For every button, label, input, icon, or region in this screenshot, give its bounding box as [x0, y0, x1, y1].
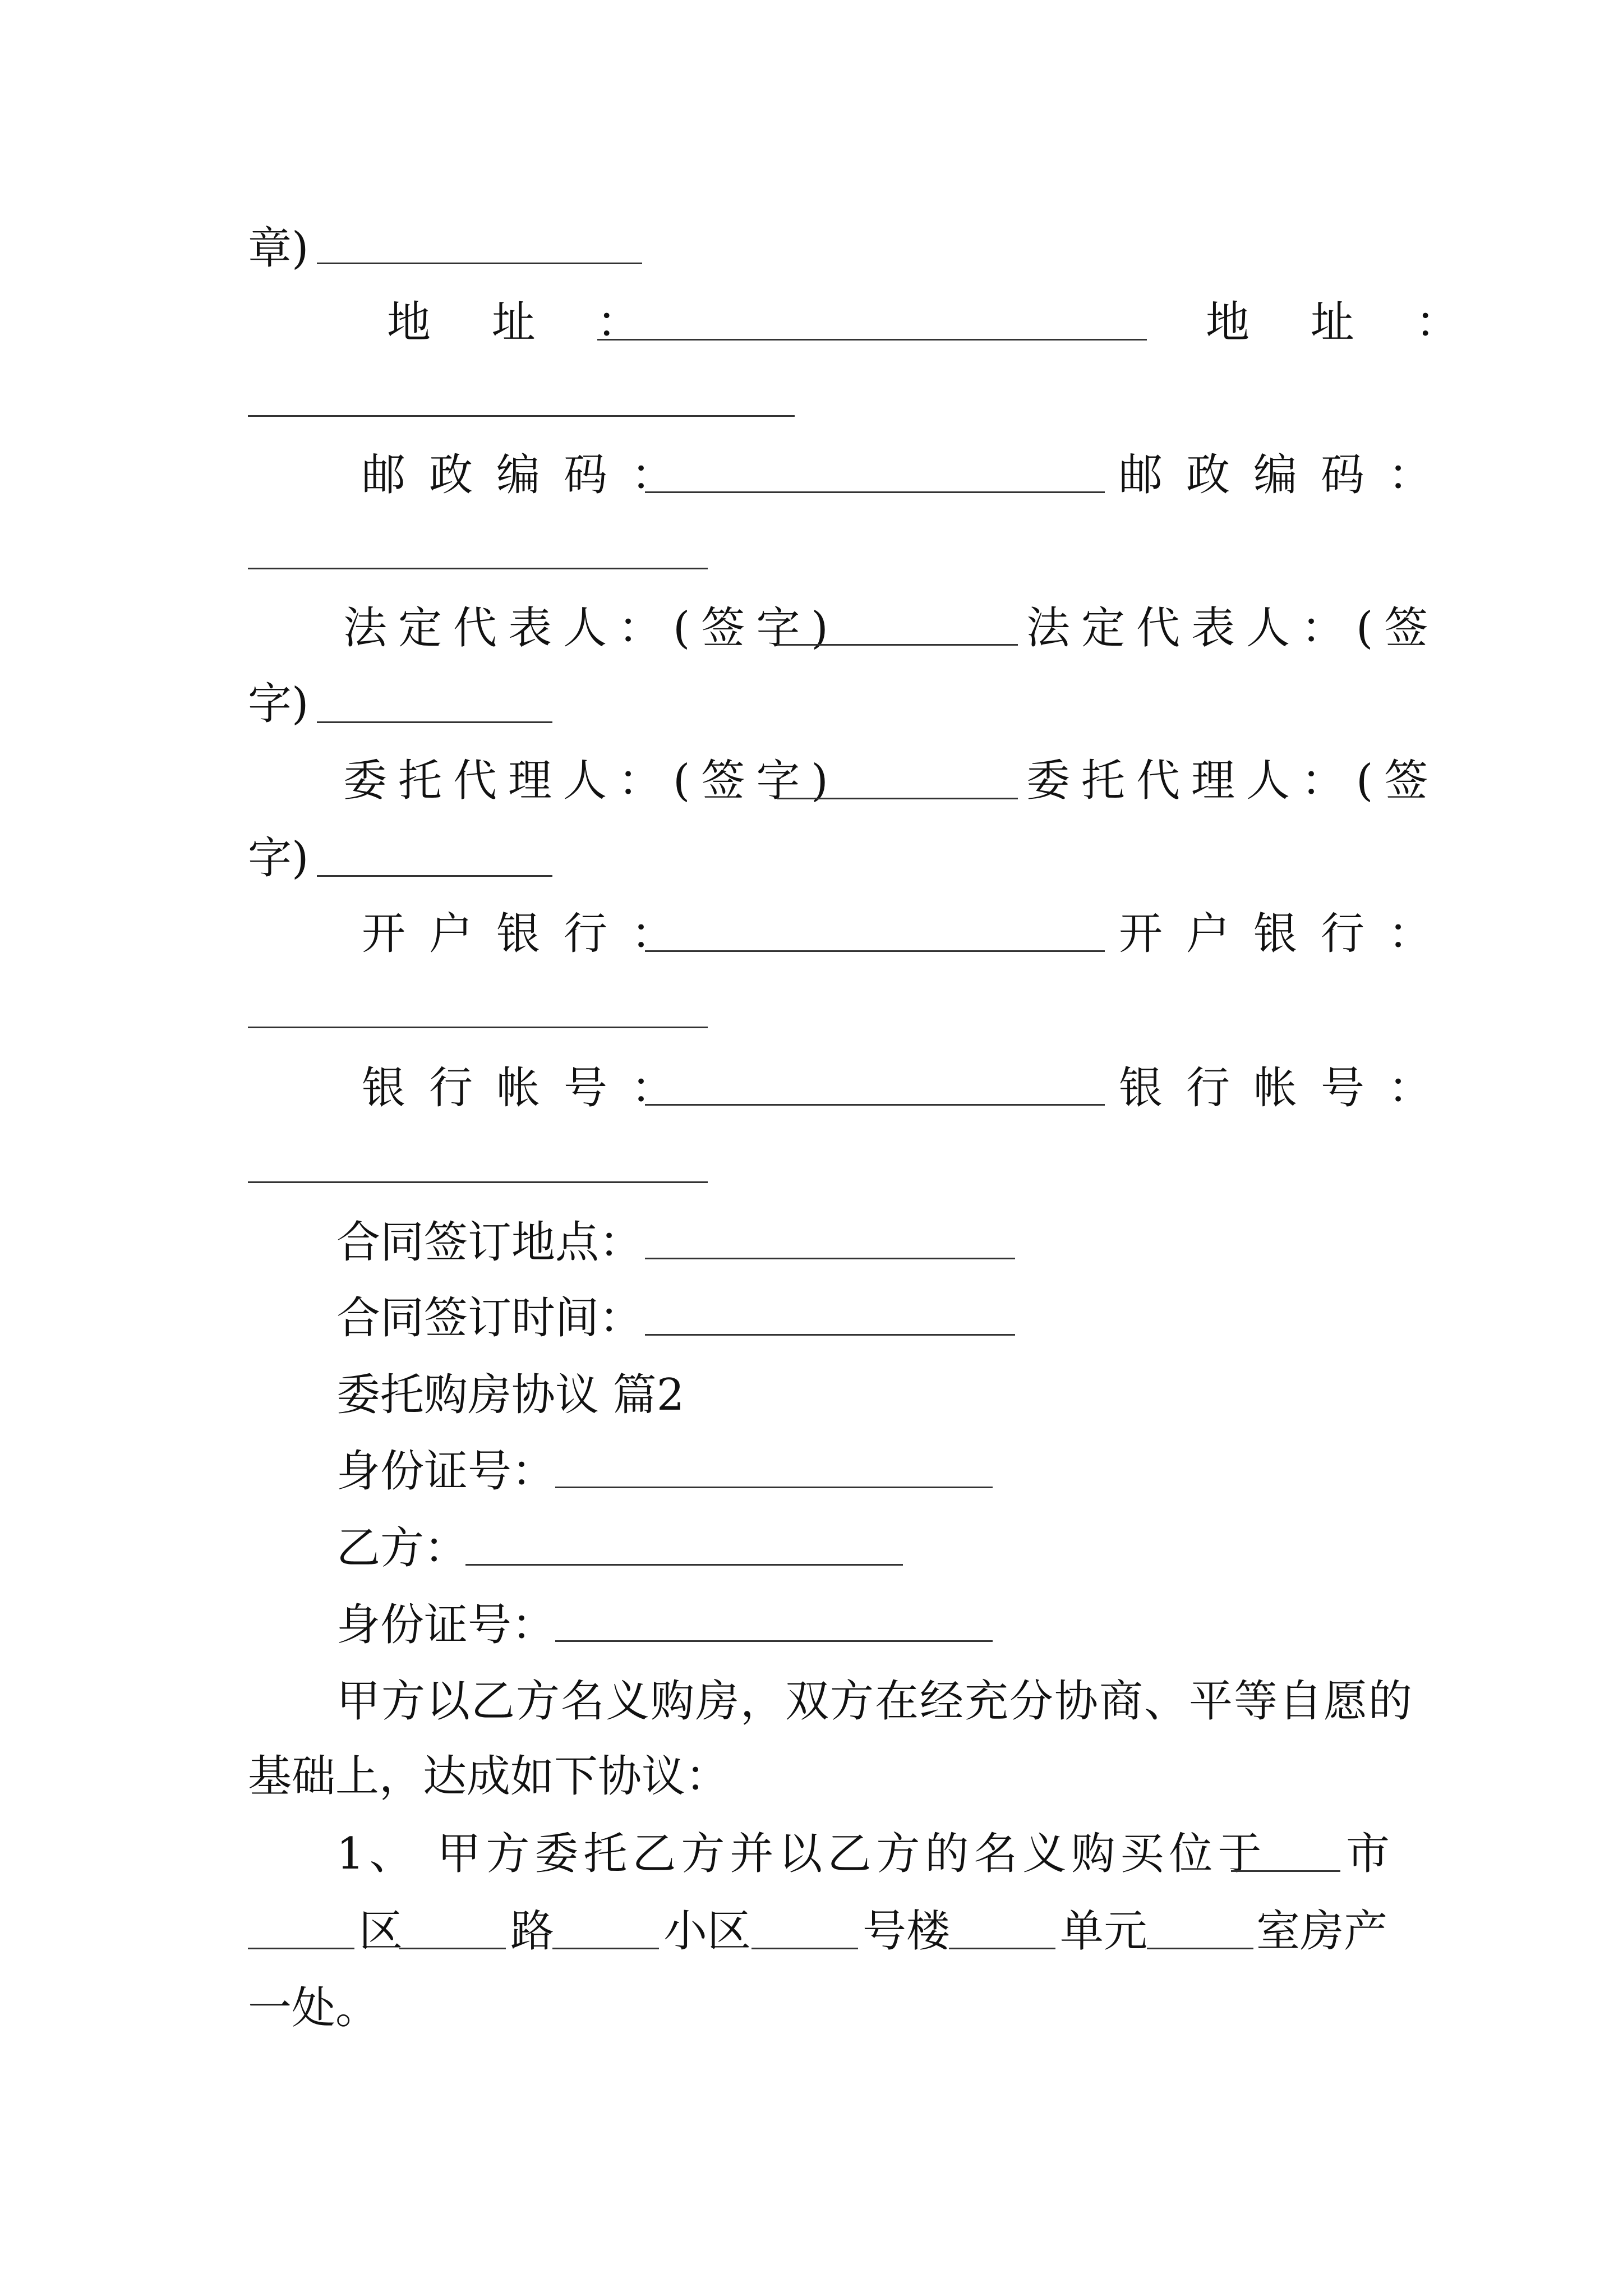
blank-field: [645, 491, 1105, 493]
blank-field: [555, 1640, 993, 1642]
blank-field: [248, 568, 708, 569]
bank-label: 开户银行：: [1119, 909, 1456, 959]
paragraph-line: 甲方以乙方名义购房，双方在经充分协商、平等自愿的: [336, 1676, 1414, 1727]
address-label: 地 址 ：: [387, 297, 664, 348]
clause-word: 小区: [663, 1906, 751, 1957]
sign-time-label: 合同签订时间：: [336, 1293, 643, 1343]
clause-line: 市: [1346, 1829, 1390, 1879]
agent-label: 委托代理人：(签: [1026, 756, 1440, 806]
legal-rep-label: 法定代表人：(签: [1026, 603, 1440, 654]
bank-label: 开户银行：: [362, 909, 699, 959]
blank-field: [949, 1948, 1055, 1949]
blank-field: [248, 415, 795, 417]
blank-field: [751, 1948, 858, 1949]
agent-label: 委托代理人：(签字): [343, 756, 840, 806]
blank-field: [552, 1948, 659, 1949]
blank-field: [1147, 1948, 1253, 1949]
blank-field: [1231, 1870, 1340, 1872]
blank-field: [645, 1258, 1015, 1259]
blank-field: [248, 1181, 708, 1183]
blank-field: [248, 1027, 708, 1028]
blank-field: [248, 1948, 354, 1949]
blank-field: [399, 1948, 506, 1949]
blank-field: [555, 1487, 993, 1488]
account-label: 银行帐号：: [1119, 1063, 1456, 1114]
paragraph-line: 基础上，达成如下协议：: [248, 1751, 730, 1802]
blank-field: [317, 263, 642, 264]
blank-field: [317, 721, 552, 723]
sign-place-label: 合同签订地点：: [336, 1217, 643, 1268]
clause-word: 室房产: [1256, 1906, 1388, 1957]
legal-rep-label: 法定代表人：(签字): [343, 603, 840, 654]
clause-line: 1、 甲方委托乙方并以乙方的名义购买位于: [336, 1829, 1267, 1879]
blank-field: [777, 798, 1018, 799]
clause-word: 路: [510, 1906, 555, 1957]
blank-field: [597, 339, 1147, 341]
text-line: 字): [248, 679, 309, 729]
id-number-label: 身份证号：: [336, 1600, 556, 1650]
blank-field: [645, 1334, 1015, 1336]
blank-field: [645, 950, 1105, 952]
blank-field: [777, 644, 1018, 646]
postcode-label: 邮政编码：: [1119, 450, 1456, 500]
blank-field: [465, 1564, 903, 1566]
postcode-label: 邮政编码：: [362, 450, 699, 500]
clause-word: 区: [359, 1906, 403, 1957]
clause-word: 单元: [1060, 1906, 1148, 1957]
text-line: 字): [248, 833, 309, 884]
section-heading: 委托购房协议 篇2: [336, 1370, 685, 1420]
account-label: 银行帐号：: [362, 1063, 699, 1114]
text-line: 章): [248, 223, 309, 274]
party-b-label: 乙方：: [336, 1523, 468, 1573]
blank-field: [645, 1104, 1105, 1106]
address-label: 地 址 ：: [1206, 297, 1483, 348]
clause-word: 号楼: [863, 1906, 951, 1957]
id-number-label: 身份证号：: [336, 1446, 556, 1497]
blank-field: [317, 875, 552, 877]
clause-line: 一处。: [248, 1983, 380, 2033]
